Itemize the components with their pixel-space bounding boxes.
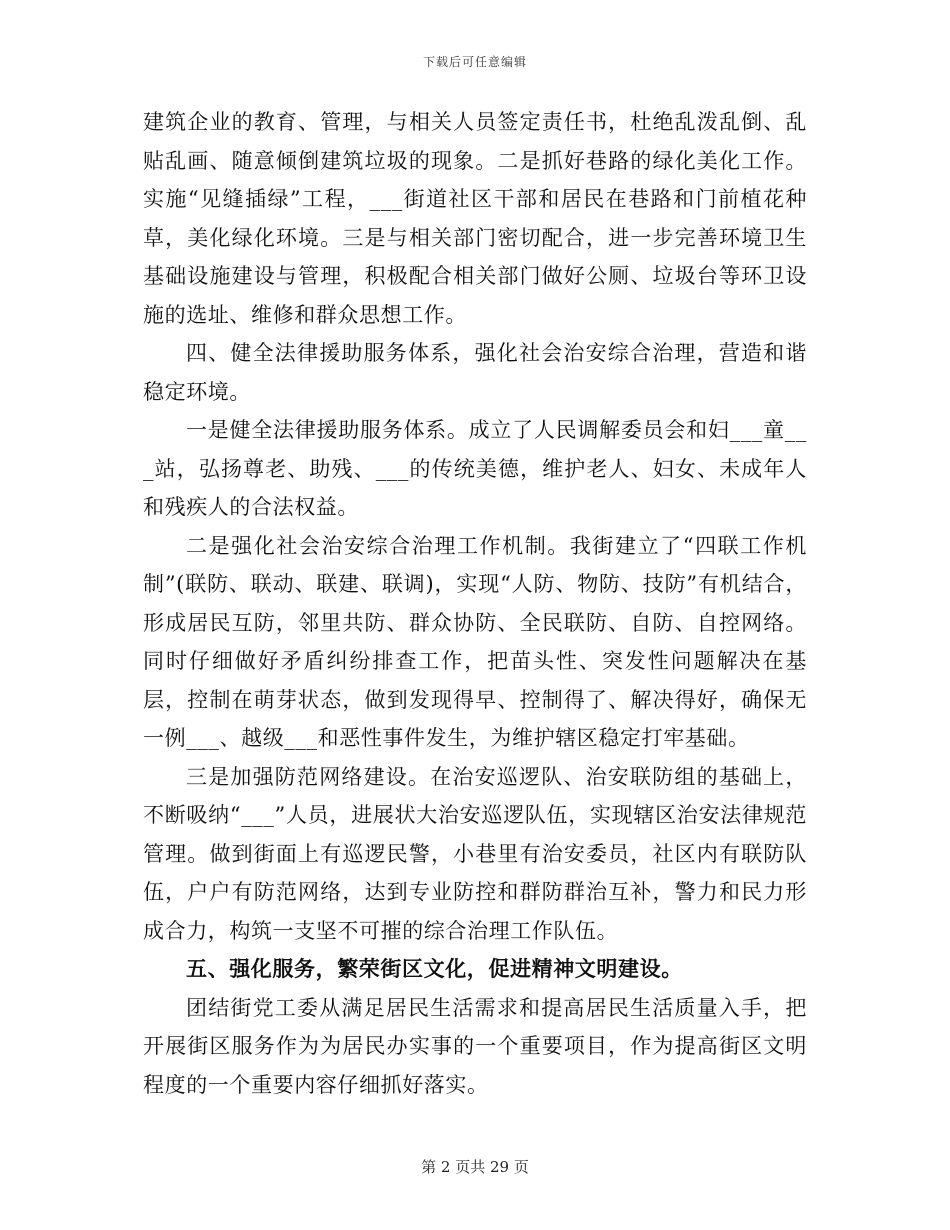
- paragraph-legal-aid: 一是健全法律援助服务体系。成立了人民调解委员会和妇___童___站，弘扬尊老、助残、___的传统美德，维护老人、妇女、未成年人和残疾人的合法权益。: [143, 418, 807, 519]
- paragraph-public-security: 二是强化社会治安综合治理工作机制。我街建立了“四联工作机制”(联防、联动、联建、联调)，实现“人防、物防、技防”有机结合，形成居民互防，邻里共防、群众协防、全民联防、自防、自控网络。同时仔细做好矛盾纠纷排查工作，把苗头性、突发性问题解决在基层，控制在萌芽状态，做到发现得早、控制得了、解决得好，确保无一例___、越级___和恶性事件发生，为维护辖区稳定打牢基础。: [143, 533, 807, 750]
- paragraph-environment: 建筑企业的教育、管理，与相关人员签定责任书，杜绝乱泼乱倒、乱贴乱画、随意倾倒建筑垃圾的现象。二是抓好巷路的绿化美化工作。实施“见缝插绿”工程，___街道社区干部和居民在巷路和门前植花种草，美化绿化环境。三是与相关部门密切配合，进一步完善环境卫生基础设施建设与管理，积极配合相关部门做好公厕、垃圾台等环卫设施的选址、维修和群众思想工作。: [143, 110, 807, 327]
- page-number: 第 2 页共 29 页: [421, 1158, 529, 1176]
- page-header: 下载后可任意编辑: [422, 55, 527, 69]
- paragraph-prevention-network: 三是加强防范网络建设。在治安巡逻队、治安联防组的基础上，不断吸纳“___”人员，进展状大治安巡逻队伍，实现辖区治安法律规范管理。做到街面上有巡逻民警，小巷里有治安委员，社区内有联防队伍，户户有防范网络，达到专业防控和群防群治互补，警力和民力形成合力，构筑一支坚不可摧的综合治理工作队伍。: [143, 764, 807, 943]
- section-heading-five: 五、强化服务，繁荣街区文化，促进精神文明建设。: [186, 956, 683, 981]
- paragraph-services: 团结街党工委从满足居民生活需求和提高居民生活质量入手，把开展街区服务作为为居民办实事的一个重要项目，作为提高街区文明程度的一个重要内容仔细抓好落实。: [143, 995, 807, 1097]
- section-heading-four: 四、健全法律援助服务体系，强化社会治安综合治理，营造和谐稳定环境。: [143, 341, 807, 404]
- document-body: [143, 103, 807, 1104]
